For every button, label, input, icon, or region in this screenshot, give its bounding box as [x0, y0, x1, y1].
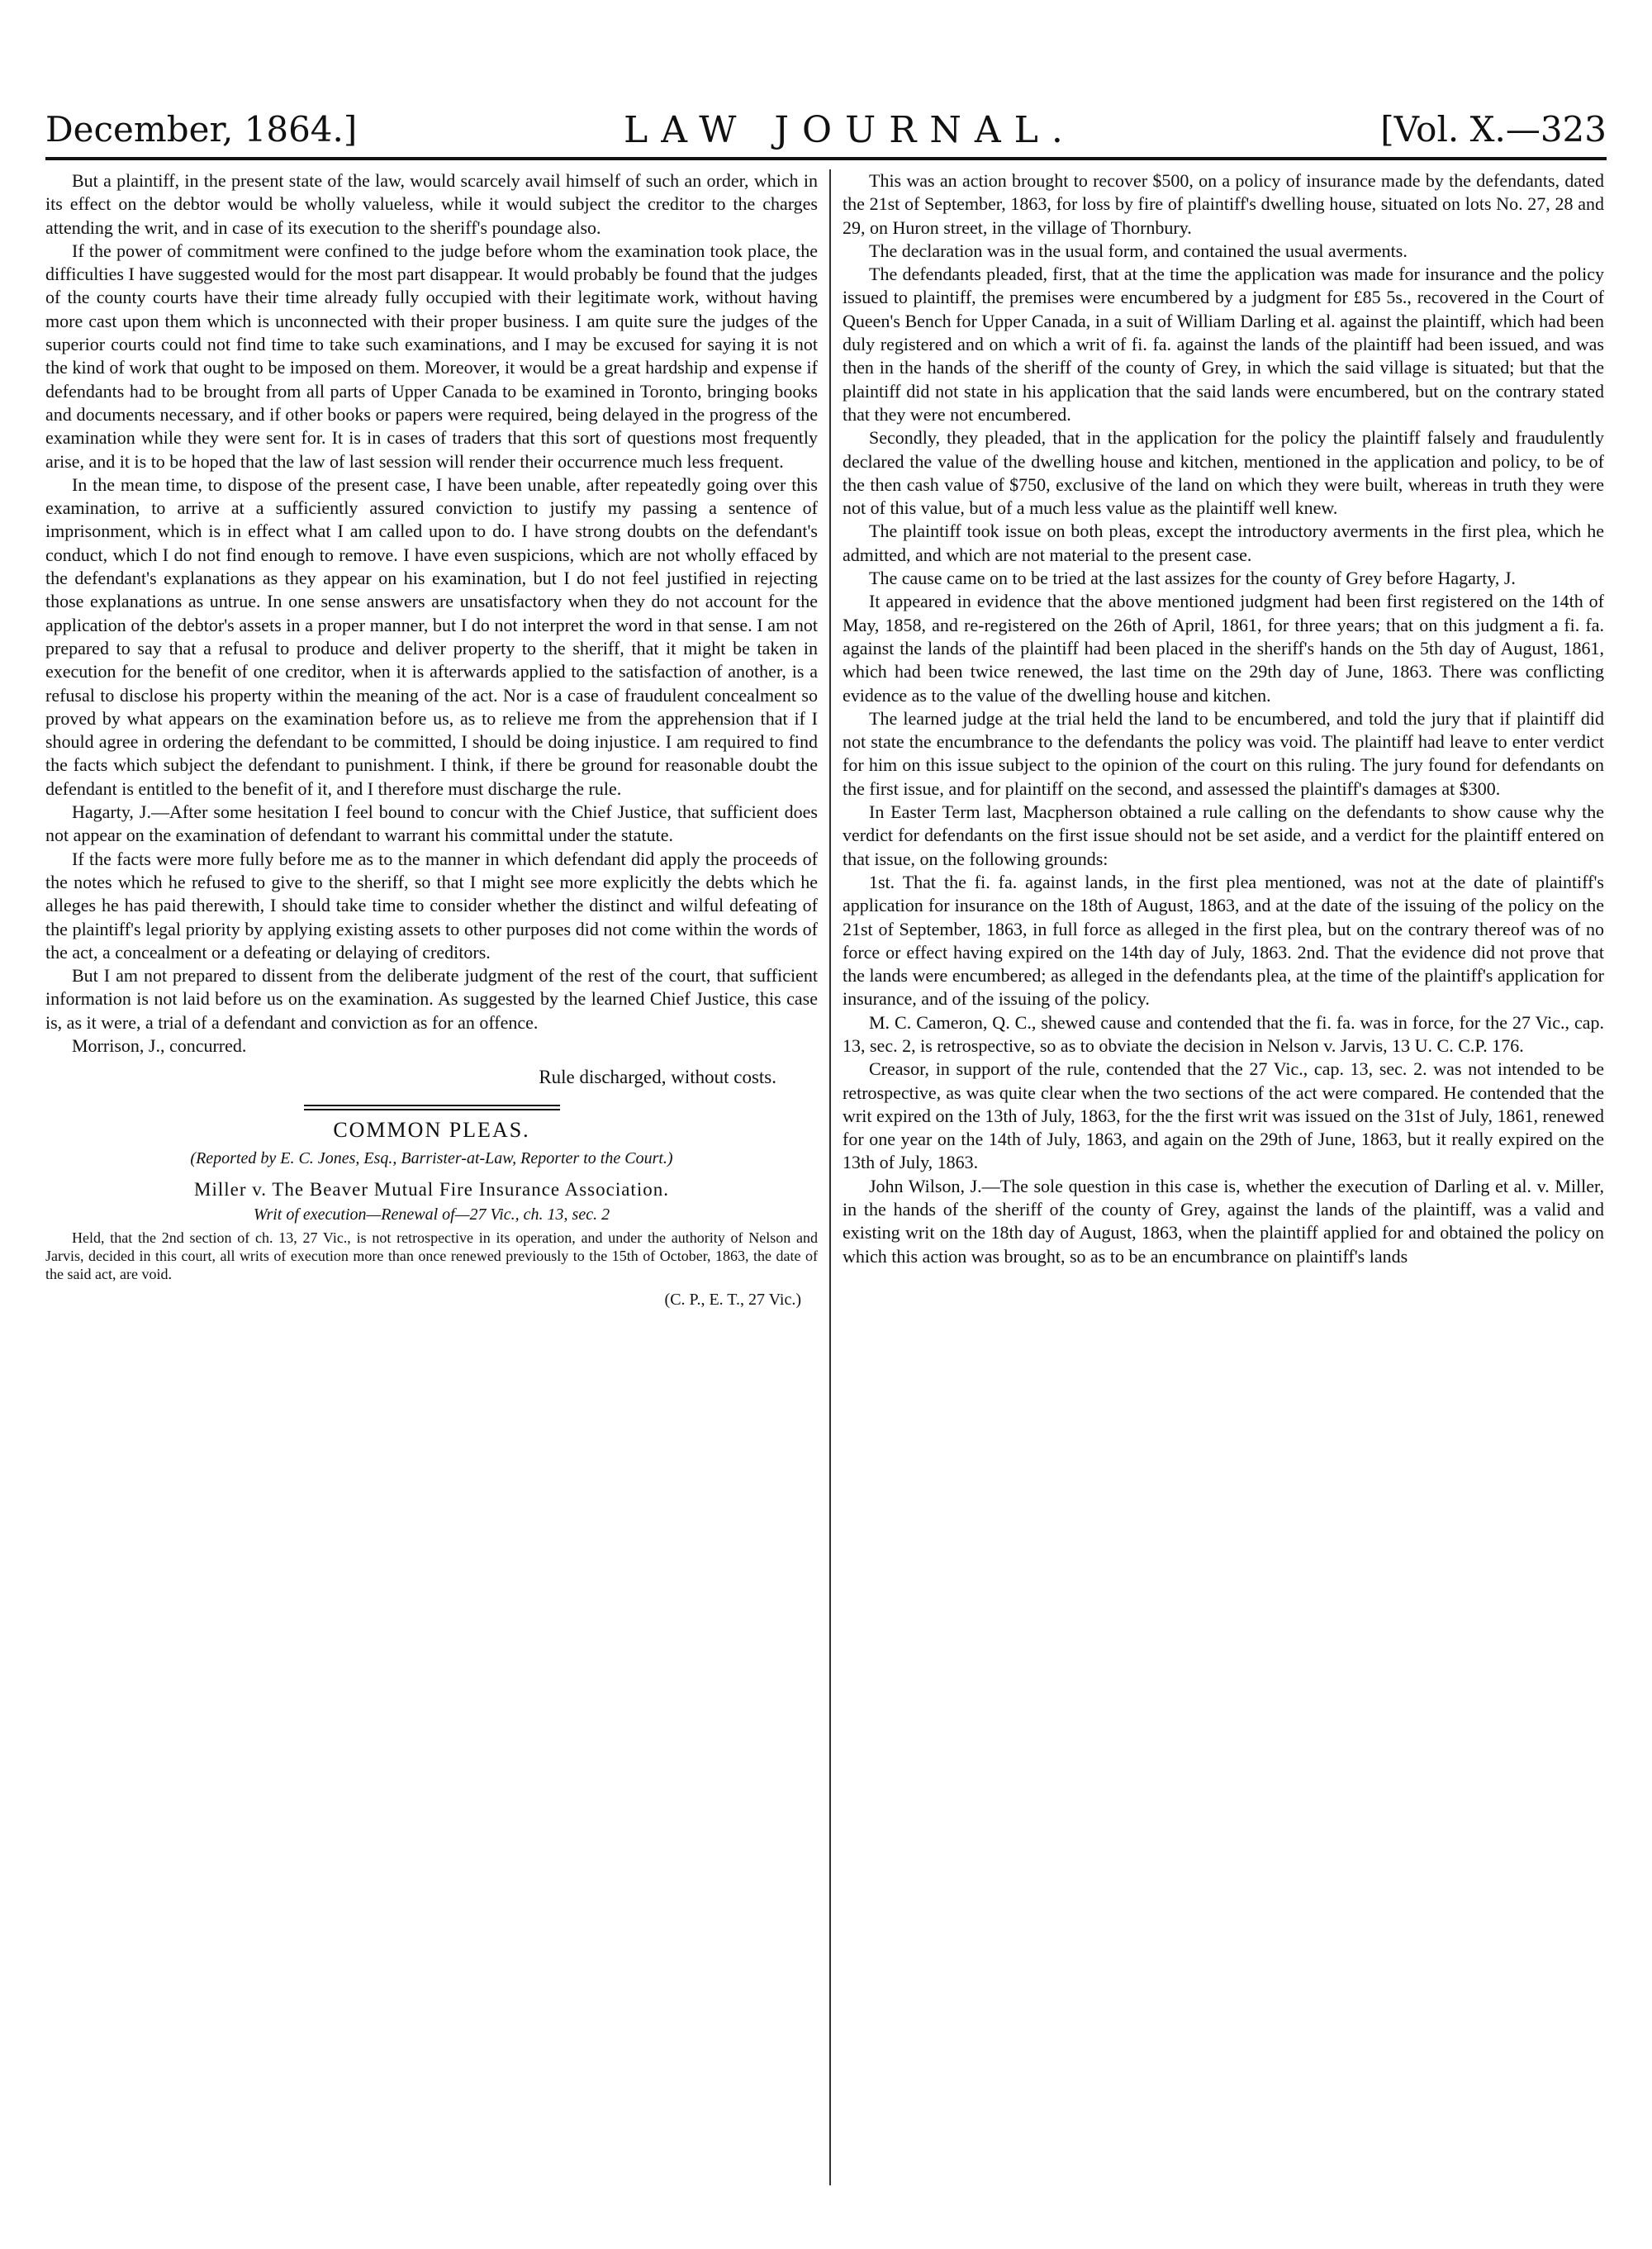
paragraph: But I am not prepared to dissent from the deliberate judgment of the rest of the court, that sufficient information is not laid before us on the examination. As suggested by the learned Chief Justice, this case is, as it were, a trial of a defendant and conviction as for an offence. [45, 965, 818, 1033]
paragraph: Hagarty, J.—After some hesitation I feel bound to concur with the Chief Justice, that sufficient does not appear on the examination of defendant to warrant his committal under the statute. [45, 801, 818, 846]
paragraph: In the mean time, to dispose of the present case, I have been unable, after repeatedly going over this examination, to arrive at a sufficiently assured conviction to justify my passing a sentence of imprisonment, which is in effect what I am called upon to do. I have strong doubts on the defendant's conduct, which I do not find enough to remove. I have even suspicions, which are not wholly effaced by the defendant's explanations as they appear on his examination, but I do not feel justified in rejecting those explanations as untrue. In one sense answers are unsatisfactory when they do not account for the application of the debtor's assets in a proper manner, but I do not interpret the word in that sense. I am not prepared to say that a refusal to produce and deliver property to the sheriff, that it might be taken in execution for the benefit of one creditor, when it is afterwards applied to the satisfaction of another, is a refusal to disclose his property within the meaning of the act. Nor is a case of fraudulent concealment so proved by what appears on the examination before us, as to relieve me from the apprehension that if I should agree in ordering the defendant to be committed, I should be doing injustice. I am required to find the facts which subject the defendant to punishment. I think, if there be ground for reasonable doubt the defendant is entitled to the benefit of it, and I therefore must discharge the rule. [45, 473, 818, 799]
column-divider [829, 169, 831, 2185]
paragraph: M. C. Cameron, Q. C., shewed cause and contended that the fi. fa. was in force, for the 27 Vic., cap. 13, sec. 2, is retrospective, so as to obviate the decision in Nelson v. Jarvis, 13 U. C. C.P. 176. [843, 1011, 1604, 1056]
paragraph: Morrison, J., concurred. [72, 1034, 247, 1056]
paragraph: This was an action brought to recover $500, on a policy of insurance made by the defendants, dated the 21st of September, 1863, for loss by fire of plaintiff's dwelling house, situated on lots No. 27, 28 and 29, on Huron street, in the village of Thornbury. [843, 170, 1604, 238]
paragraph: The declaration was in the usual form, and contained the usual averments. [869, 240, 1408, 261]
right-column [843, 169, 1604, 2185]
header-journal-title: LAW JOURNAL. [624, 109, 1076, 151]
paragraph: But a plaintiff, in the present state of the law, would scarcely avail himself of such an order, which in its effect on the debtor would be wholly valueless, while it would subject the creditor to the charges attending the writ, and in case of its execution to the sheriff's poundage also. [45, 170, 818, 238]
page-header [45, 97, 1607, 155]
paragraph: John Wilson, J.—The sole question in this case is, whether the execution of Darling et al. v. Miller, in the hands of the sheriff of the county of Grey, against the lands of the plaintiff, was a valid and existing writ on the 18th day of August, 1863, when the plaintiff applied for and obtained the policy on which this action was brought, so as to be an encumbrance on plaintiff's lands [843, 1175, 1604, 1267]
case-citation: (C. P., E. T., 27 Vic.) [664, 1290, 801, 1309]
headnote: Held, that the 2nd section of ch. 13, 27 Vic., is not retrospective in its operation, and under the authority of Nelson and Jarvis, decided in this court, all writs of execution more than once renewed previously to the 15th of October, 1863, the date of the said act, are void. [45, 1229, 818, 1282]
case-title: Miller v. The Beaver Mutual Fire Insurance Association. [194, 1179, 669, 1201]
header-rule [45, 157, 1607, 160]
paragraph: If the power of commitment were confined to the judge before whom the examination took place, the difficulties I have suggested would for the most part disappear. It would probably be found that the judges of the county courts have their time already fully occupied with their legitimate work, without having more cast upon them which is unconnected with their proper business. I am quite sure the judges of the superior courts could not find time to take such examinations, and I may be excused for saying it is not the kind of work that ought to be imposed on them. Moreover, it would be a great hardship and expense if defendants had to be brought from all parts of Upper Canada to be examined in Toronto, bringing books and documents necessary, and if other books or papers were required, being delayed in the progress of the examination while they were sent for. It is in cases of traders that this sort of questions most frequently arise, and it is to be hoped that the law of last session will render their occurrence much less frequent. [45, 240, 818, 472]
paragraph: In Easter Term last, Macpherson obtained a rule calling on the defendants to show cause why the verdict for defendants on the first issue should not be set aside, and a verdict for the plaintiff entered on that issue, on the following grounds: [843, 801, 1604, 869]
case-subtitle: Writ of execution—Renewal of—27 Vic., ch. 13, sec. 2 [253, 1205, 610, 1224]
paragraph: It appeared in evidence that the above mentioned judgment had been first registered on the 14th of May, 1858, and re-registered on the 26th of April, 1861, for three years; that on this judgment a fi. fa. against the lands of the plaintiff had been placed in the sheriff's hands on the 5th day of August, 1861, which had been twice renewed, the last time on the 29th day of June, 1863. There was conflicting evidence as to the value of the dwelling house and kitchen. [843, 591, 1604, 706]
paragraph: The cause came on to be tried at the last assizes for the county of Grey before Hagarty, J. [869, 568, 1516, 589]
paragraph: The plaintiff took issue on both pleas, except the introductory averments in the first plea, which he admitted, and which are not material to the present case. [843, 521, 1604, 565]
reporter-line: (Reported by E. C. Jones, Esq., Barrister-at-Law, Reporter to the Court.) [190, 1148, 673, 1167]
paragraph: 1st. That the fi. fa. against lands, in the first plea mentioned, was not at the date of plaintiff's application for insurance on the 18th of August, 1863, and at the date of the issuing of the policy on the 21st of September, 1863, in full force as alleged in the first plea, but on the contrary thereof was of no force or effect having expired on the 14th day of July, 1863. 2nd. That the evidence did not prove that the lands were encumbered; as alleged in the defendants plea, at the time of the plaintiff's application for insurance, and of the issuing of the policy. [843, 871, 1604, 1010]
header-date: December, 1864.] [45, 109, 358, 150]
paragraph: Creasor, in support of the rule, contended that the 27 Vic., cap. 13, sec. 2. was not intended to be retrospective, as was quite clear when the two sections of the act were compared. He contended that the writ expired on the 13th of July, 1863, for the the first writ was issued on the 31st of July, 1861, renewed for one year on the 14th of July, 1863, and again on the 29th of June, 1863, but it really expired on the 13th of July, 1863. [843, 1058, 1604, 1173]
paragraph: The learned judge at the trial held the land to be encumbered, and told the jury that if plaintiff did not state the encumbrance to the defendants the policy was void. The plaintiff had leave to enter verdict for him on this issue subject to the opinion of the court on this ruling. The jury found for defendants on the first issue, and for plaintiff on the second, and assessed the plaintiff's damages at $300. [843, 707, 1604, 799]
paragraph: If the facts were more fully before me as to the manner in which defendant did apply the proceeds of the notes which he refused to give to the sheriff, so that I might see more explicitly the debts which he alleges he has paid therewith, I should take time to consider whether the distinct and wilful defeating of the plaintiff's legal priority by applying existing assets to other purposes did not come within the words of the act, a concealment or a defeating or delaying of creditors. [45, 848, 818, 963]
paragraph: Secondly, they pleaded, that in the application for the policy the plaintiff falsely and fraudulently declared the value of the dwelling house and kitchen, mentioned in the application and policy, to be of the then cash value of $750, exclusive of the land on which they were built, whereas in truth they were not of this value, but of a much less value as the plaintiff well knew. [843, 427, 1604, 519]
header-volume-page: [Vol. X.—323 [1380, 109, 1607, 150]
paragraph: The defendants pleaded, first, that at the time the application was made for insurance and the policy issued to plaintiff, the premises were encumbered by a judgment for £85 5s., recovered in the Court of Queen's Bench for Upper Canada, in a suit of William Darling et al. against the plaintiff, which had been duly registered and on which a writ of fi. fa. against the lands of the plaintiff had been issued, and was then in the hands of the sheriff of the county of Grey, in which the said village is situated; but that the plaintiff did not state in his application that the said lands were encumbered, but on the contrary stated that they were not encumbered. [843, 264, 1604, 425]
section-title: COMMON PLEAS. [333, 1117, 530, 1142]
section-divider [304, 1105, 560, 1110]
left-column [45, 169, 818, 2185]
rule-discharged-line: Rule discharged, without costs. [539, 1067, 776, 1088]
